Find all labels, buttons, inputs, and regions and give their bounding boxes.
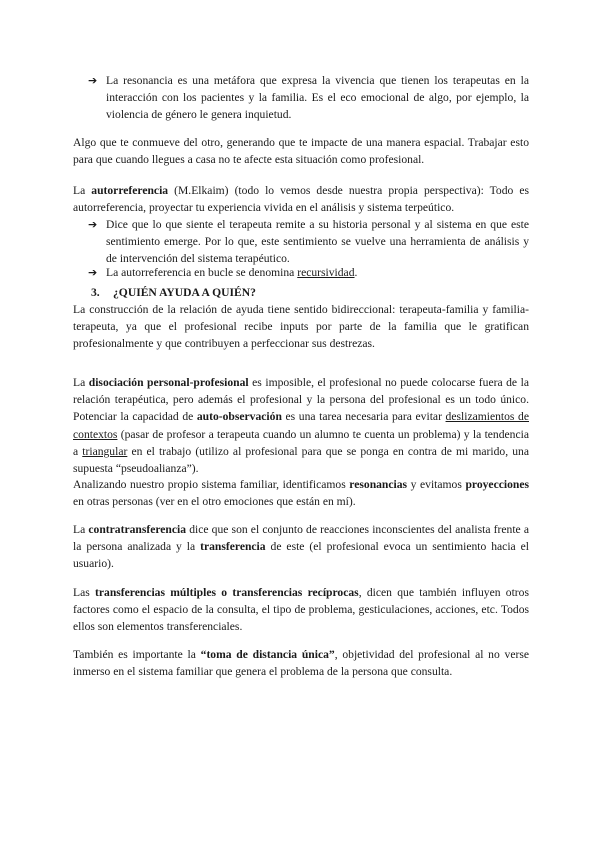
text-run: en el trabajo (utilizo al profesional para que se ponga en contra de mi marido, una supuesta “pseudoalianza”).	[73, 444, 529, 476]
text-run: Analizando nuestro propio sistema familiar, identificamos	[73, 478, 350, 491]
underlined-term: recursividad	[297, 266, 355, 279]
bold-term: resonancias	[349, 478, 408, 491]
text-run: La resonancia es una metáfora que expresa la vivencia que tienen los terapeutas en la interacción con los pacientes y la familia. Es el eco emocional de algo, por ejemplo, la violencia de género le genera inquietud.	[106, 74, 529, 122]
text-run: (pasar de profesor a terapeuta cuando un alumno te cuenta un problema) y la tendencia a	[73, 427, 529, 458]
underlined-term: triangular	[82, 444, 128, 458]
text-run: La autorreferencia en bucle se denomina	[106, 266, 298, 279]
text-run: .	[354, 266, 358, 279]
text-run: en otras personas (ver en el otro emociones que están en mí).	[73, 495, 356, 509]
underlined-term: deslizamientos de contextos	[73, 410, 529, 441]
text-run: Las	[73, 586, 96, 599]
paragraph-contratransferencia	[73, 521, 529, 573]
term-autorreferencia: autorreferencia	[91, 184, 169, 197]
paragraph-autorreferencia	[73, 182, 529, 216]
text-run: Dice que lo que siente el terapeuta remite a su historia personal y al sistema en que este sentimiento emerge. Por lo que, este sentimiento se vuelve una herramienta de análisis y de intervención del sistema terapéutico.	[106, 218, 529, 266]
bold-term: contratransferencia	[88, 523, 187, 536]
paragraph-toma-distancia	[73, 646, 529, 680]
paragraph-analizando	[73, 476, 529, 510]
text-run: , objetividad del profesional al no verse inmerso en el sistema familiar que genera el problema de la persona que consulta.	[73, 648, 529, 679]
bold-term: proyecciones	[465, 478, 529, 491]
paragraph-construccion: La construcción de la relación de ayuda tiene sentido bidireccional: terapeuta-familia y familia-terapeuta, ya que el profesional recibe inputs por parte de la familia que le gratifican profesionalmente y que contribuyen a perfeccionar sus destrezas.	[73, 303, 529, 351]
bullet-siente-terapeuta	[88, 216, 529, 268]
bullet-text	[106, 216, 529, 268]
paragraph-disociacion	[73, 374, 529, 477]
bullet-recursividad	[88, 264, 529, 281]
text-run: es imposible, el profesional no puede colocarse fuera de la relación terapéutica, pero además el profesional y la persona del profesional es un todo único. Potenciar la capacidad de	[73, 376, 529, 424]
bullet-text	[106, 264, 529, 281]
arrow-bullet-icon: ➔	[88, 266, 98, 279]
bold-term: auto-observación	[196, 410, 282, 424]
section-title: ¿QUIÉN AYUDA A QUIÉN?	[113, 286, 256, 299]
text-run: La	[73, 376, 89, 389]
arrow-bullet-icon: ➔	[88, 74, 98, 87]
text-run: La	[73, 523, 89, 536]
bold-term: transferencia	[200, 540, 266, 554]
text-run: de este (el profesional evoca un sentimiento hacia el usuario).	[73, 540, 530, 571]
bold-term: “toma de distancia única”	[200, 648, 335, 661]
section-number: 3.	[91, 286, 100, 299]
bold-term: disociación personal-profesional	[88, 376, 249, 389]
autorref-post: (M.Elkaim) (todo lo vemos desde nuestra propia perspectiva): Todo es autorreferencia, proyectar tu experiencia vivida en el análisis y sistema terpeútico.	[73, 184, 529, 215]
bullet-text	[106, 72, 529, 124]
bold-term: transferencias múltiples o transferencias recíprocas	[95, 586, 359, 599]
autorref-pre: La	[73, 184, 92, 197]
paragraph-transferencias-multiples	[73, 584, 529, 636]
text-run: También es importante la	[73, 648, 201, 661]
text-run: y evitamos	[407, 478, 466, 491]
paragraph-conmueve: Algo que te conmueve del otro, generando que te impacte de una manera espacial. Trabajar esto para que cuando llegues a casa no te afecte esta situación como profesional.	[73, 136, 529, 167]
section-heading-3	[91, 284, 256, 301]
bullet-resonancia	[88, 72, 529, 124]
text-run: dice que son el conjunto de reacciones inconscientes del analista frente a la persona analizada y la	[73, 523, 529, 554]
text-run: , dicen que también influyen otros factores como el espacio de la consulta, el tipo de problema, gesticulaciones, acciones, etc. Todos ellos son elementos transferenciales.	[73, 586, 529, 634]
text-run: es una tarea necesaria para evitar	[281, 410, 446, 424]
arrow-bullet-icon: ➔	[88, 218, 98, 231]
